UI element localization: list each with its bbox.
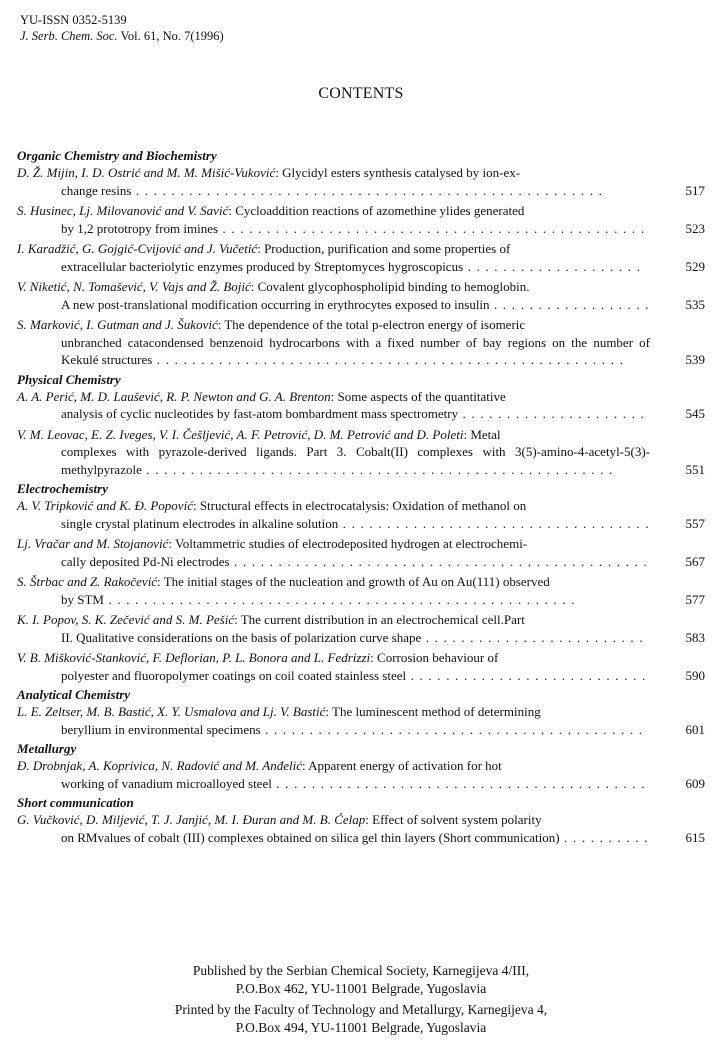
entry-authors: A. V. Tripković and K. Đ. Popović — [17, 498, 193, 513]
published-by-line-1: Published by the Serbian Chemical Society, Karnegijeva 4/III, — [192, 963, 530, 978]
entry-title-continued — [17, 721, 650, 739]
entry-title-continued — [17, 443, 650, 478]
entry-authors: S. Štrbac and Z. Rakočević — [17, 574, 158, 589]
issn-line: YU-ISSN 0352-5139 — [20, 13, 127, 27]
entry-title-continued — [17, 182, 650, 200]
entry-title-continued — [17, 629, 650, 647]
page-number: 517 — [685, 182, 705, 198]
toc-entry — [17, 316, 705, 369]
entry-title-rest: II. Qualitative considerations on the basis of polarization curve shape — [61, 629, 422, 645]
entry-title-start: : The initial stages of the nucleation and growth of Au on Au(111) observed — [157, 574, 550, 589]
section-heading: Metallurgy — [17, 741, 77, 756]
page-title: CONTENTS — [318, 85, 404, 102]
entry-authors: Đ. Drobnjak, A. Koprivica, N. Radović and M. Anđelić — [17, 758, 302, 773]
toc-entry — [17, 426, 705, 479]
entry-text — [17, 649, 650, 684]
entry-title-start: : Structural effects in electrocatalysis: Oxidation of methanol on — [192, 498, 527, 513]
toc-entry — [17, 703, 705, 738]
entry-title-rest: working of vanadium microalloyed steel — [61, 775, 272, 791]
leader-dots: . . . . . . . . . . . . . . . . . . . . . — [458, 406, 646, 421]
entry-title-rest: change resins — [61, 182, 132, 198]
leader-dots: . . . . . . . . . . . . . . . . . . . . . . . . . . . . . . . . . . . . . . . . . . . . . . . . . . . . . — [131, 182, 604, 198]
page-number: 535 — [685, 296, 705, 312]
entry-title-rest: complexes with pyrazole-derived ligands. Part 3. Cobalt(II) complexes with 3(5)-amino-4-acetyl-5(3)-methylpyrazole — [61, 444, 650, 477]
entry-text — [17, 611, 650, 646]
leader-dots: . . . . . . . . . . . . . . . . . . . . . . . . . . . . . . . . . . . . . . . . . . . . . . . . . . . . . — [141, 461, 614, 477]
table-of-contents — [17, 145, 705, 849]
entry-text — [17, 757, 650, 792]
toc-entry — [17, 757, 705, 792]
entry-authors: V. B. Mišković-Stanković, F. Deflorian, P. L. Bonora and L. Fedrizzi — [17, 650, 371, 665]
leader-dots: . . . . . . . . . . . . . . . . . . . . . . . . . . . . . . . . . . . . . . . . . . . — [260, 721, 644, 737]
entry-text — [17, 497, 650, 532]
leader-dots: . . . . . . . . . . . . . . . . . . . . . . . . . . . . . . . . . . . . . . . . . . . . . . . . . . . . . — [152, 352, 625, 367]
leader-dots: . . . . . . . . . . . . . . . . . . — [489, 296, 650, 312]
toc-entry — [17, 611, 705, 646]
entry-authors: D. Ž. Mijin, I. D. Ostrić and M. M. Mišić-Vuković — [17, 165, 276, 180]
entry-authors: V. M. Leovac, E. Z. Iveges, V. I. Češljević, A. F. Petrović, D. M. Petrović and D. Poleti — [17, 426, 464, 442]
entry-title-rest: beryllium in environmental specimens — [61, 721, 261, 737]
entry-authors: I. Karadžić, G. Gojgić-Cvijović and J. Vučetić — [17, 241, 258, 256]
toc-entry — [17, 535, 705, 570]
entry-authors: S. Marković, I. Gutman and J. Šuković — [17, 317, 218, 332]
entry-title-start: : Some aspects of the quantitative — [330, 388, 506, 404]
entry-text — [17, 703, 650, 738]
printed-by-line-2: P.O.Box 494, YU-11001 Belgrade, Yugoslavia — [235, 1020, 487, 1035]
page-number: 529 — [685, 258, 705, 274]
entry-title-start: : Effect of solvent system polarity — [365, 812, 542, 827]
section-heading: Short communication — [17, 795, 134, 810]
entry-title-continued — [17, 553, 650, 571]
page-number: 557 — [685, 515, 705, 531]
page-number: 545 — [685, 406, 705, 421]
toc-entry — [17, 497, 705, 532]
volume-issue: Vol. 61, No. 7(1996) — [117, 29, 224, 43]
leader-dots: . . . . . . . . . . . . . . . . . . . . . . . . . . . . . . . . . . . . . . . . . . . . . . . . . . . . . — [103, 591, 576, 607]
entry-title-start: : Cycloaddition reactions of azomethine ylides generated — [228, 203, 525, 218]
toc-entry — [17, 202, 705, 237]
toc-entry — [17, 388, 705, 423]
entry-title-start: : Voltammetric studies of electrodeposited hydrogen at electrochemi- — [168, 536, 528, 551]
toc-entry — [17, 164, 705, 199]
leader-dots: . . . . . . . . . . . . . . . . . . . . . . . . . . . . . . . . . . . — [338, 515, 650, 531]
page-number: 609 — [685, 775, 705, 791]
entry-title-start: : Corrosion behaviour of — [370, 650, 499, 665]
entry-title-continued — [17, 667, 650, 685]
entry-text — [17, 811, 650, 846]
page-number: 590 — [685, 667, 705, 683]
page-number: 567 — [685, 553, 705, 569]
toc-entry — [17, 278, 705, 313]
printed-by-line-1: Printed by the Faculty of Technology and Metallurgy, Karnegijeva 4, — [174, 1002, 548, 1017]
entry-text — [17, 202, 650, 237]
entry-title-rest: polyester and fluoropolymer coatings on coil coated stainless steel — [61, 667, 407, 683]
toc-entry — [17, 811, 705, 846]
toc-entry — [17, 240, 705, 275]
toc-entry — [17, 649, 705, 684]
journal-volume-line — [20, 28, 224, 44]
entry-text — [17, 535, 650, 570]
entry-title-continued — [17, 515, 650, 533]
entry-title-start: : The current distribution in an electrochemical cell.Part — [234, 612, 525, 627]
journal-name: J. Serb. Chem. Soc. — [20, 29, 118, 43]
leader-dots: . . . . . . . . . . . . . . . . . . . . . . . . . . . . . . . . . . . . . . . . . . — [271, 775, 646, 791]
entry-text — [17, 573, 650, 608]
leader-dots: . . . . . . . . . . . . . . . . . . . . . . . . . . . . . . . . . . . . . . . . . . . . . . . — [229, 553, 648, 569]
entry-authors: V. Niketić, N. Tomašević, V. Vajs and Ž. Bojić — [17, 279, 251, 294]
entry-text — [17, 426, 650, 479]
entry-title-continued — [17, 220, 650, 238]
section-heading: Electrochemistry — [17, 481, 108, 496]
entry-title-rest: analysis of cyclic nucleotides by fast-atom bombardment mass spectrometry — [61, 406, 459, 421]
entry-title-start: : The luminescent method of determining — [325, 704, 541, 719]
page-number: 583 — [685, 629, 705, 645]
entry-title-start: : Apparent energy of activation for hot — [302, 758, 502, 773]
entry-title-rest: extracellular bacteriolytic enzymes produced by Streptomyces hygroscopicus — [61, 258, 464, 274]
entry-title-continued — [17, 334, 650, 369]
entry-title-continued — [17, 775, 650, 793]
leader-dots: . . . . . . . . . . — [559, 829, 649, 845]
page-number: 577 — [685, 591, 705, 607]
leader-dots: . . . . . . . . . . . . . . . . . . . . . . . . . — [421, 629, 644, 645]
entry-title-continued — [17, 296, 650, 314]
entry-title-rest: unbranched catacondensed benzenoid hydrocarbons with a fixed number of bay regions on the number of Kekulé structures — [61, 334, 650, 367]
page-number: 615 — [685, 829, 705, 845]
entry-authors: A. A. Perić, M. D. Laušević, R. P. Newton and G. A. Brenton — [17, 388, 331, 404]
section-heading: Physical Chemistry — [17, 371, 121, 387]
entry-authors: S. Husinec, Lj. Milovanović and V. Savić — [17, 203, 229, 218]
entry-title-rest: cally deposited Pd-Ni electrodes — [61, 553, 230, 569]
entry-title-rest: on RMvalues of cobalt (III) complexes obtained on silica gel thin layers (Short communication) — [61, 829, 560, 845]
entry-text — [17, 164, 650, 199]
entry-title-continued — [17, 258, 650, 276]
entry-text — [17, 240, 650, 275]
section-heading: Organic Chemistry and Biochemistry — [17, 148, 217, 163]
toc-entry — [17, 573, 705, 608]
published-by-line-2: P.O.Box 462, YU-11001 Belgrade, Yugoslavia — [235, 981, 487, 996]
entry-text — [17, 278, 650, 313]
entry-title-start: : Metal — [463, 426, 501, 442]
entry-title-start: : Production, purification and some properties of — [257, 241, 511, 256]
page-number: 551 — [685, 461, 705, 477]
leader-dots: . . . . . . . . . . . . . . . . . . . . — [463, 258, 642, 274]
publisher-footer — [0, 962, 722, 1037]
entry-title-start: : Covalent glycophospholipid binding to hemoglobin. — [250, 279, 530, 294]
entry-title-rest: single crystal platinum electrodes in alkaline solution — [61, 515, 339, 531]
entry-authors: L. E. Zeltser, M. B. Bastić, X. Y. Usmalova and Lj. V. Bastić — [17, 704, 326, 719]
entry-authors: Lj. Vračar and M. Stojanović — [17, 536, 169, 551]
section-heading: Analytical Chemistry — [17, 687, 131, 702]
entry-text — [17, 388, 650, 423]
entry-title-rest: by 1,2 prototropy from imines — [61, 220, 219, 236]
entry-title-start: : Glycidyl esters synthesis catalysed by ion-ex- — [275, 165, 521, 180]
leader-dots: . . . . . . . . . . . . . . . . . . . . . . . . . . . — [406, 667, 647, 683]
entry-authors: K. I. Popov, S. K. Zečević and S. M. Pešić — [17, 612, 235, 627]
entry-title-continued — [17, 829, 650, 847]
page-number: 601 — [685, 721, 705, 737]
entry-title-rest: A new post-translational modification occurring in erythrocytes exposed to insulin — [61, 296, 490, 312]
leader-dots: . . . . . . . . . . . . . . . . . . . . . . . . . . . . . . . . . . . . . . . . . . . . . . . . — [218, 220, 646, 236]
journal-header — [20, 12, 224, 44]
entry-title-continued — [17, 591, 650, 609]
page-number: 523 — [685, 220, 705, 236]
entry-text — [17, 316, 650, 369]
entry-title-start: : The dependence of the total p-electron energy of isomeric — [217, 317, 526, 332]
entry-authors: G. Vučković, D. Miljević, T. J. Janjić, M. I. Đuran and M. B. Ćelap — [17, 812, 366, 827]
page-number: 539 — [685, 352, 705, 367]
entry-title-rest: by STM — [61, 591, 104, 607]
entry-title-continued — [17, 405, 650, 423]
